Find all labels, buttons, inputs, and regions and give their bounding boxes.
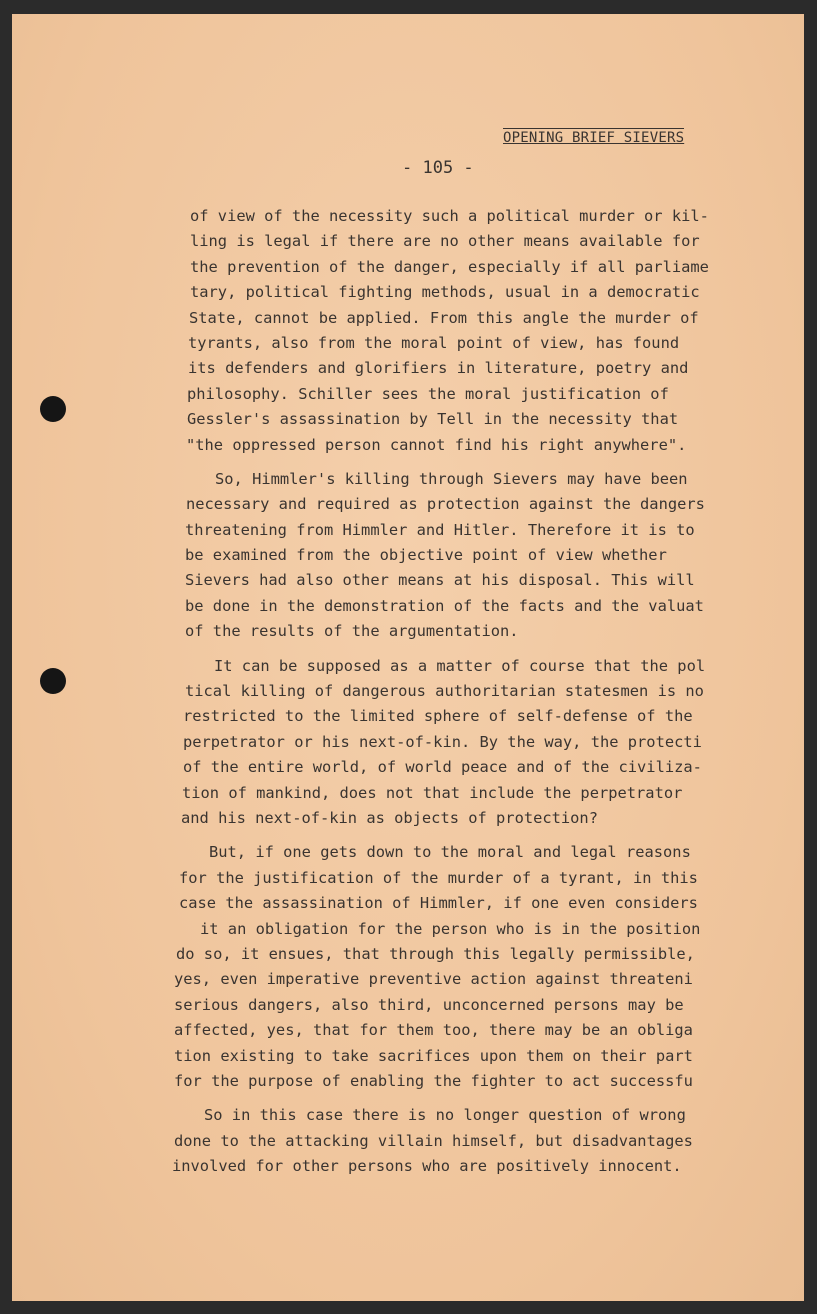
text-line: the prevention of the danger, especially if all parliame xyxy=(190,257,709,276)
page-number: - 105 - xyxy=(402,158,474,178)
text-line: tion of mankind, does not that include the perpetrator xyxy=(182,783,683,802)
text-line: of view of the necessity such a political murder or kil- xyxy=(190,207,709,225)
text-line: case the assassination of Himmler, if one even considers xyxy=(179,894,698,913)
text-line: tyrants, also from the moral point of view, has found xyxy=(188,333,680,352)
text-line: and his next-of-kin as objects of protection? xyxy=(181,808,598,827)
text-line: ling is legal if there are no other means available for xyxy=(190,232,700,251)
paragraph-4 xyxy=(172,840,772,1094)
text-line: for the justification of the murder of a tyrant, in this xyxy=(179,868,698,887)
text-line: Sievers had also other means at his disposal. This will xyxy=(185,571,695,590)
paragraph-5 xyxy=(172,1103,772,1179)
text-line: tary, political fighting methods, usual in a democratic xyxy=(190,283,700,302)
text-line: be done in the demonstration of the facts and the valuat xyxy=(185,596,704,615)
text-line: So in this case there is no longer question of wrong xyxy=(204,1106,686,1125)
text-line: tion existing to take sacrifices upon them on their part xyxy=(174,1046,693,1065)
text-line: perpetrator or his next-of-kin. By the way, the protecti xyxy=(183,732,702,751)
text-line: restricted to the limited sphere of self-defense of the xyxy=(183,707,693,726)
text-line: But, if one gets down to the moral and legal reasons xyxy=(209,843,691,862)
text-line: "the oppressed person cannot find his right anywhere". xyxy=(186,435,687,454)
document-header-title: OPENING BRIEF SIEVERS xyxy=(503,130,685,146)
text-line: involved for other persons who are positively innocent. xyxy=(172,1157,682,1176)
text-line: It can be supposed as a matter of course that the pol xyxy=(214,656,706,675)
text-line: be examined from the objective point of view whether xyxy=(185,546,667,565)
text-line: tical killing of dangerous authoritarian statesmen is no xyxy=(185,682,704,701)
text-line: threatening from Himmler and Hitler. Therefore it is to xyxy=(185,520,695,539)
text-line: State, cannot be applied. From this angle the murder of xyxy=(189,308,699,327)
text-line: of the entire world, of world peace and of the civiliza- xyxy=(183,758,702,777)
text-line: for the purpose of enabling the fighter to act successfu xyxy=(174,1071,693,1090)
text-line: do so, it ensues, that through this legally permissible, xyxy=(176,944,695,963)
text-line: affected, yes, that for them too, there may be an obliga xyxy=(174,1021,693,1040)
paragraph-3 xyxy=(172,654,772,832)
paragraph-1 xyxy=(172,204,772,458)
text-line: yes, even imperative preventive action against threateni xyxy=(174,970,693,989)
text-line: done to the attacking villain himself, but disadvantages xyxy=(174,1131,693,1150)
paragraph-2 xyxy=(172,467,772,645)
text-line: necessary and required as protection against the dangers xyxy=(186,495,705,514)
text-line: its defenders and glorifiers in literature, poetry and xyxy=(188,359,689,378)
text-line: Gessler's assassination by Tell in the necessity that xyxy=(187,410,679,429)
text-line: So, Himmler's killing through Sievers may have been xyxy=(215,469,688,488)
text-line: of the results of the argumentation. xyxy=(185,622,519,641)
text-line: serious dangers, also third, unconcerned persons may be xyxy=(174,995,684,1014)
punch-hole-bottom xyxy=(40,668,66,694)
document-body xyxy=(172,204,772,1179)
punch-hole-top xyxy=(40,396,66,422)
text-line: philosophy. Schiller sees the moral justification of xyxy=(187,384,669,403)
text-line: it an obligation for the person who is in the position xyxy=(200,919,701,938)
